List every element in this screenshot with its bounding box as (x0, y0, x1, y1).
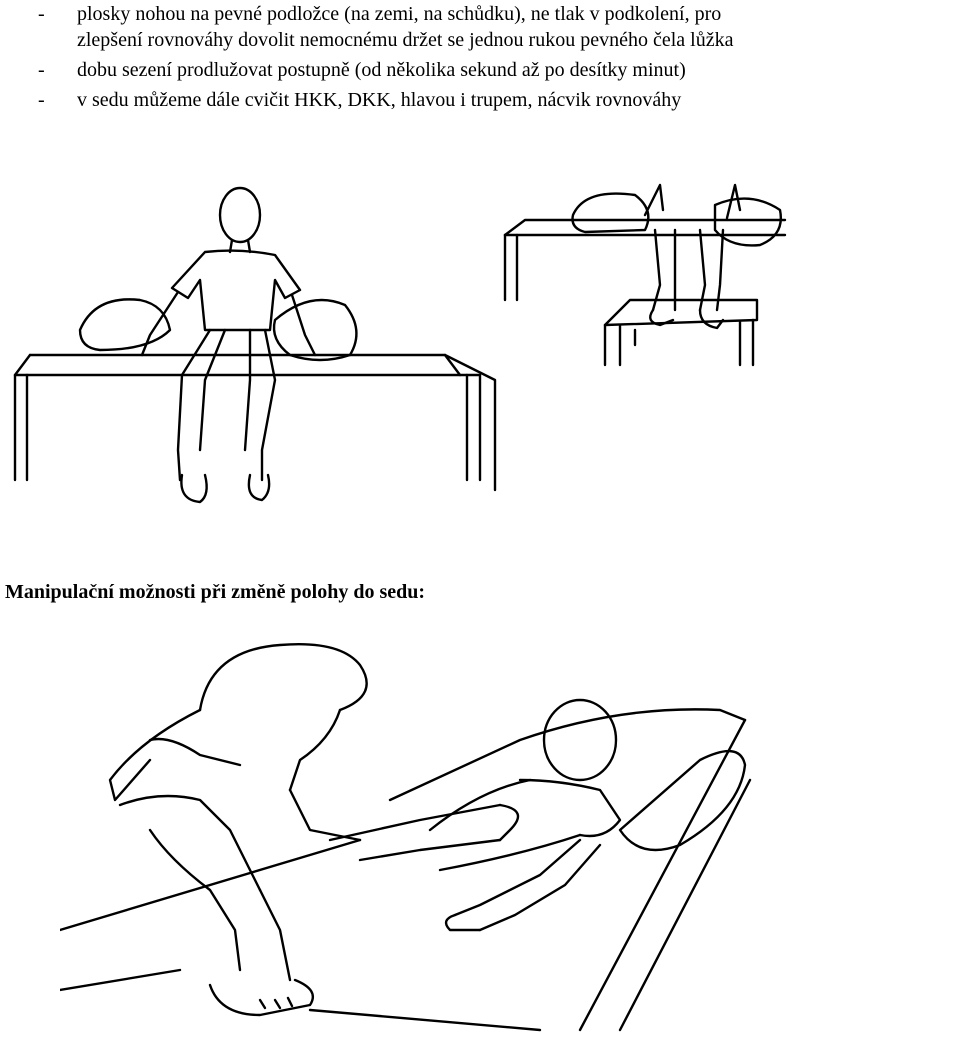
bullet-dash: - (38, 3, 45, 25)
bullet-dash: - (38, 59, 45, 81)
bullet-text-continued: zlepšení rovnováhy dovolit nemocnému držet se jednou rukou pevného čela lůžka (77, 29, 734, 51)
section-heading: Manipulační možnosti při změně polohy do sedu: (5, 581, 426, 603)
bullet-dash: - (38, 89, 45, 111)
illustration-sitting-with-footstool (495, 170, 795, 390)
illustration-assisted-sitting-up (60, 630, 760, 1035)
bullet-text: v sedu můžeme dále cvičit HKK, DKK, hlavou i trupem, nácvik rovnováhy (77, 89, 682, 111)
bullet-text: dobu sezení prodlužovat postupně (od několika sekund až po desítky minut) (77, 59, 686, 81)
bullet-text: plosky nohou na pevné podložce (na zemi, na schůdku), ne tlak v podkolení, pro (77, 3, 722, 25)
illustration-sitting-on-bed (0, 180, 500, 520)
